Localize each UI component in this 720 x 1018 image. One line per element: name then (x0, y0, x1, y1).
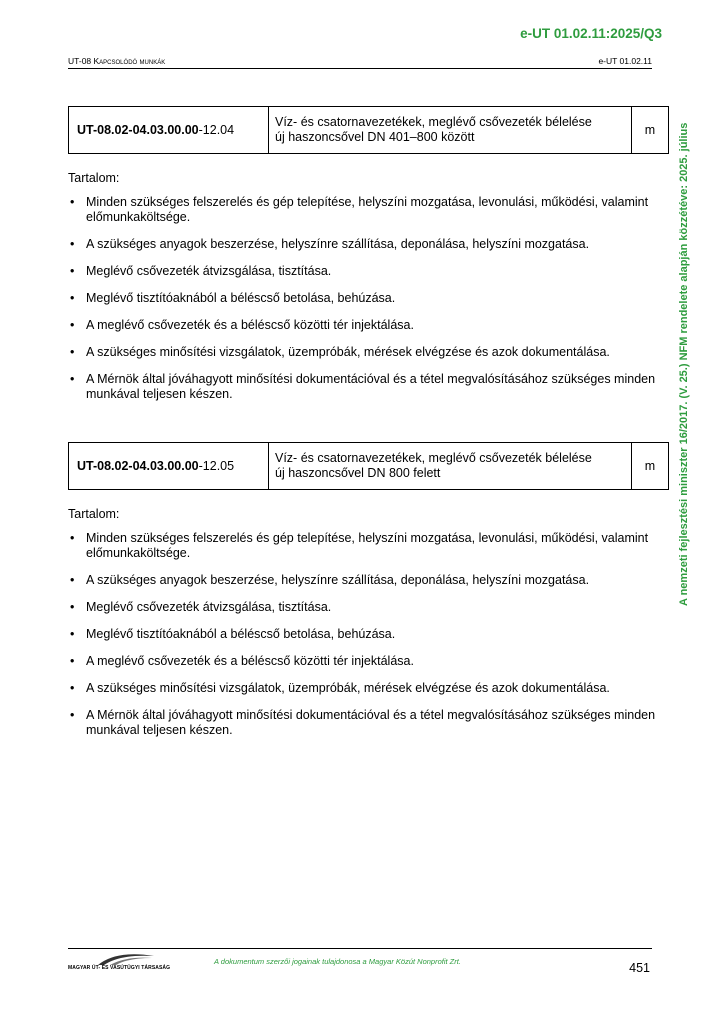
section-title: UT-08 Kapcsolódó munkák (68, 56, 166, 66)
item-description-line: Víz- és csatornavezetékek, meglévő csővezeték bélelése (275, 115, 592, 129)
footer-divider (68, 948, 652, 949)
list-item: • Meglévő csővezeték átvizsgálása, tisztítása. (68, 600, 658, 615)
item-description-line: Víz- és csatornavezetékek, meglévő csővezeték bélelése (275, 451, 592, 465)
list-item: • A meglévő csővezeték és a béléscső közötti tér injektálása. (68, 318, 658, 333)
list-item: • Meglévő tisztítóaknából a béléscső betolása, behúzása. (68, 291, 658, 306)
running-header (68, 56, 652, 69)
society-logo (68, 952, 171, 974)
item-description-line: új haszoncsővel DN 800 felett (275, 466, 441, 480)
list-item: • Meglévő tisztítóaknából a béléscső betolása, behúzása. (68, 627, 658, 642)
item-table (68, 442, 669, 490)
item-content (68, 507, 658, 750)
item-code-main: UT-08.02-04.03.00.00 (77, 459, 199, 473)
item-table (68, 106, 669, 154)
list-item: • Minden szükséges felszerelés és gép telepítése, helyszíni mozgatása, levonulási, működési, valamint előmunkaköltsége. (68, 195, 658, 225)
list-item: • A meglévő csővezeték és a béléscső közötti tér injektálása. (68, 654, 658, 669)
page-number: 451 (629, 961, 650, 975)
content-label: Tartalom: (68, 171, 120, 185)
content-list (68, 195, 658, 402)
item-description (269, 107, 632, 154)
list-item: • A szükséges minősítési vizsgálatok, üzempróbák, mérések elvégzése és azok dokumentálása. (68, 345, 658, 360)
item-code (69, 107, 269, 154)
item-description-line: új haszoncsővel DN 401–800 között (275, 130, 475, 144)
side-publication-note: A nemzeti fejlesztési miniszter 16/2017. (V. 25.) NFM rendelete alapján közzétéve: 2025. július (678, 122, 690, 606)
content-list (68, 531, 658, 738)
list-item: • A Mérnök által jóváhagyott minősítési dokumentációval és a tétel megvalósításához szükséges minden munkával teljesen készen. (68, 708, 658, 738)
list-item: • A Mérnök által jóváhagyott minősítési dokumentációval és a tétel megvalósításához szükséges minden munkával teljesen készen. (68, 372, 658, 402)
item-code-main: UT-08.02-04.03.00.00 (77, 123, 199, 137)
content-label: Tartalom: (68, 507, 120, 521)
item-code-suffix: -12.05 (198, 459, 235, 473)
item-code-suffix: -12.04 (198, 123, 235, 137)
item-code (69, 443, 269, 490)
copyright-notice: A dokumentum szerzői jogainak tulajdonosa a Magyar Közút Nonprofit Zrt. (214, 957, 461, 966)
list-item: • Meglévő csővezeték átvizsgálása, tisztítása. (68, 264, 658, 279)
list-item: • Minden szükséges felszerelés és gép telepítése, helyszíni mozgatása, levonulási, működési, valamint előmunkaköltsége. (68, 531, 658, 561)
item-unit: m (632, 443, 669, 490)
list-item: • A szükséges anyagok beszerzése, helyszínre szállítása, deponálása, helyszíni mozgatása. (68, 237, 658, 252)
logo-text: MAGYAR ÚT- ÉS VASÚTÜGYI TÁRSASÁG (68, 965, 171, 971)
item-content (68, 171, 658, 414)
item-description (269, 443, 632, 490)
list-item: • A szükséges minősítési vizsgálatok, üzempróbák, mérések elvégzése és azok dokumentálása. (68, 681, 658, 696)
logo-swoosh-icon (96, 952, 156, 966)
list-item: • A szükséges anyagok beszerzése, helyszínre szállítása, deponálása, helyszíni mozgatása. (68, 573, 658, 588)
item-unit: m (632, 107, 669, 154)
doc-code: e-UT 01.02.11:2025/Q3 (520, 26, 662, 41)
doc-ref: e-UT 01.02.11 (598, 56, 652, 66)
